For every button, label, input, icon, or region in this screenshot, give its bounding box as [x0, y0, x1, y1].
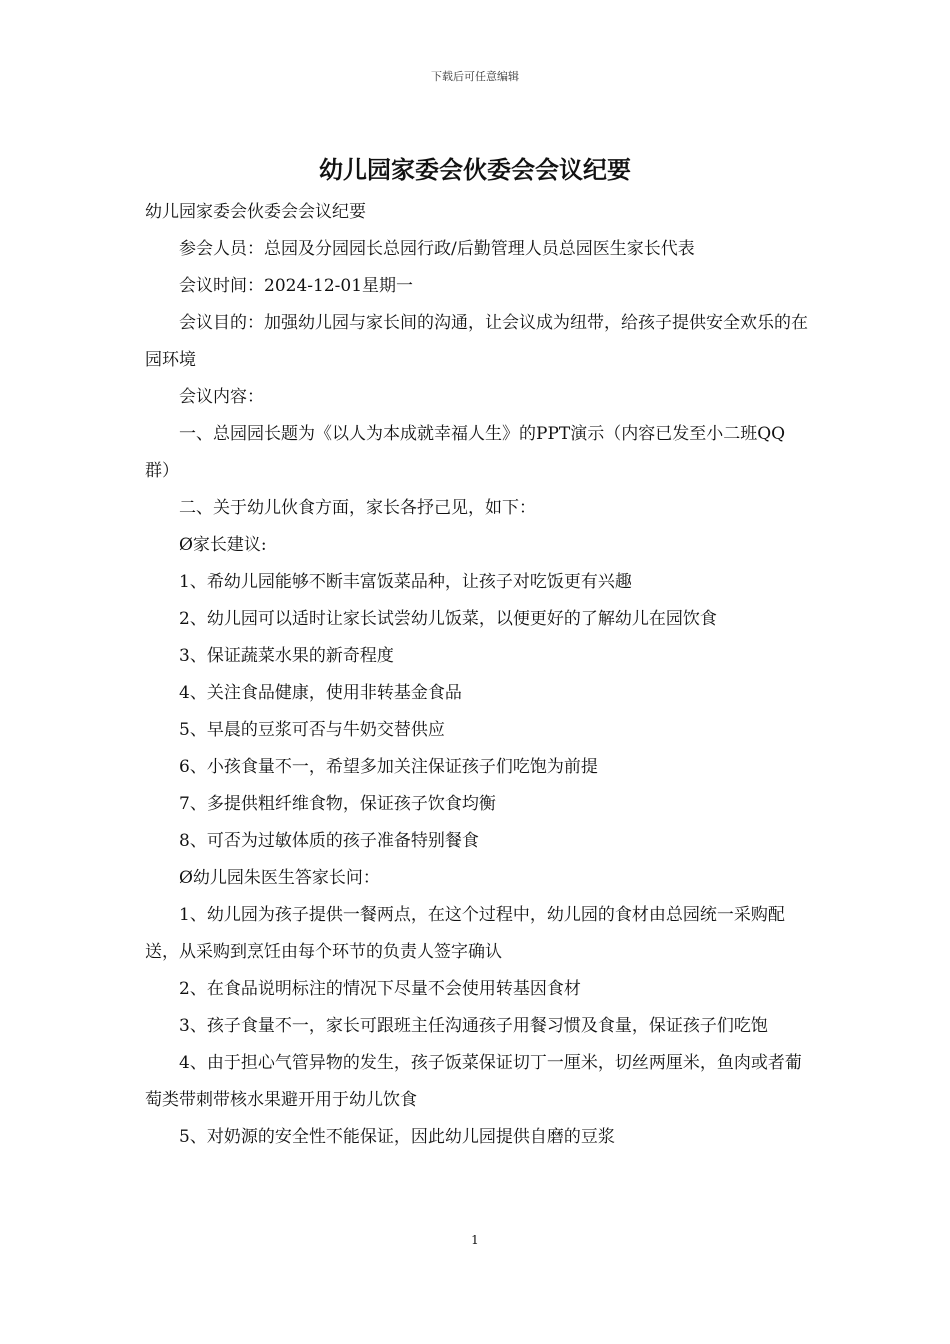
paragraph: 二、关于幼儿伙食方面，家长各抒己见，如下：	[179, 498, 536, 518]
paragraph: 3、孩子食量不一，家长可跟班主任沟通孩子用餐习惯及食量，保证孩子们吃饱	[179, 1016, 768, 1036]
paragraph: 会议目的：加强幼儿园与家长间的沟通，让会议成为纽带，给孩子提供安全欢乐的在园环境	[145, 313, 808, 370]
header-note: 下载后可任意编辑	[431, 70, 519, 83]
paragraph: 6、小孩食量不一，希望多加关注保证孩子们吃饱为前提	[179, 757, 598, 777]
paragraph: 1、幼儿园为孩子提供一餐两点，在这个过程中，幼儿园的食材由总园统一采购配送，从采购到烹饪由每个环节的负责人签字确认	[145, 905, 785, 962]
paragraph: 3、保证蔬菜水果的新奇程度	[179, 646, 394, 666]
paragraph: 5、对奶源的安全性不能保证，因此幼儿园提供自磨的豆浆	[179, 1127, 615, 1147]
paragraph: 1、希幼儿园能够不断丰富饭菜品种，让孩子对吃饭更有兴趣	[179, 572, 632, 592]
paragraph: 2、在食品说明标注的情况下尽量不会使用转基因食材	[179, 979, 581, 999]
paragraph: 4、关注食品健康，使用非转基金食品	[179, 683, 462, 703]
paragraph: 会议内容：	[179, 387, 264, 407]
page-number: 1	[471, 1233, 479, 1247]
document-body	[145, 194, 808, 1156]
paragraph: 幼儿园家委会伙委会会议纪要	[145, 202, 366, 222]
paragraph: 参会人员：总园及分园园长总园行政/后勤管理人员总园医生家长代表	[179, 239, 695, 259]
paragraph: Ø家长建议:	[179, 535, 267, 555]
paragraph: 4、由于担心气管异物的发生，孩子饭菜保证切丁一厘米，切丝两厘米，鱼肉或者葡萄类带刺带核水果避开用于幼儿饮食	[145, 1053, 802, 1110]
paragraph: 5、早晨的豆浆可否与牛奶交替供应	[179, 720, 445, 740]
paragraph: 8、可否为过敏体质的孩子准备特别餐食	[179, 831, 479, 851]
paragraph: 7、多提供粗纤维食物，保证孩子饮食均衡	[179, 794, 496, 814]
paragraph: Ø幼儿园朱医生答家长问：	[179, 868, 380, 888]
document-title: 幼儿园家委会伙委会会议纪要	[319, 155, 631, 184]
paragraph: 会议时间：2024-12-01星期一	[179, 276, 414, 296]
paragraph: 2、幼儿园可以适时让家长试尝幼儿饭菜，以便更好的了解幼儿在园饮食	[179, 609, 717, 629]
paragraph: 一、总园园长题为《以人为本成就幸福人生》的PPT演示（内容已发至小二班QQ群）	[145, 424, 786, 481]
